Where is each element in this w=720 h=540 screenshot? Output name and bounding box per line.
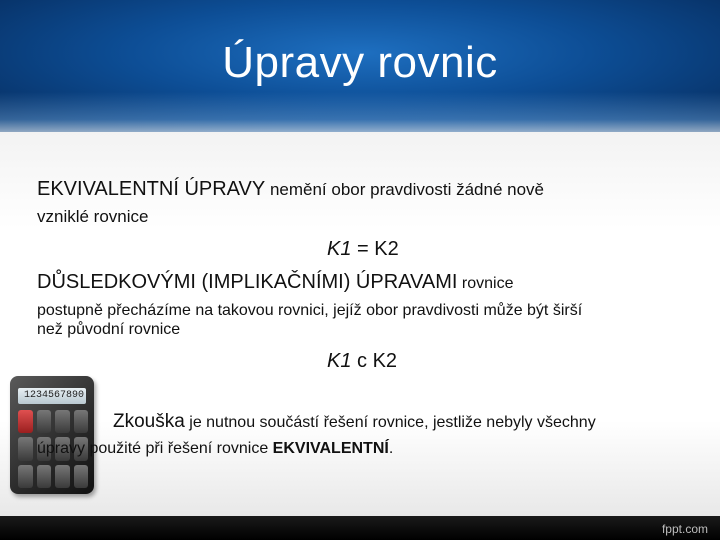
brand-label: fppt.com xyxy=(661,522,708,536)
last-bold: EKVIVALENTNÍ xyxy=(272,440,389,457)
formula-equivalence xyxy=(327,238,399,261)
calculator-key xyxy=(74,410,89,433)
line-equivalent xyxy=(37,178,544,201)
consequence-heading: DŮSLEDKOVÝMI (IMPLIKAČNÍMI) ÚPRAVAMI xyxy=(37,271,458,293)
formula2-rest: c K2 xyxy=(351,350,398,372)
line-gradual: postupně přecházíme na takovou rovnici, jejíž obor pravdivosti může být širší xyxy=(37,302,583,319)
line-consequence xyxy=(37,271,513,294)
calculator-display: 1234567890 xyxy=(18,388,86,404)
line-last xyxy=(37,440,393,458)
check-heading: Zkouška xyxy=(113,411,185,432)
formula-implication xyxy=(327,350,397,373)
line-check xyxy=(113,411,596,433)
formula1-k1: K1 xyxy=(327,238,352,260)
slide-header xyxy=(0,0,720,132)
calculator-key xyxy=(37,465,52,488)
calculator-icon xyxy=(10,376,94,494)
formula1-rest: = K2 xyxy=(351,238,399,260)
calculator-key xyxy=(18,410,33,433)
calculator-key xyxy=(18,465,33,488)
last-end: . xyxy=(388,440,394,457)
line-new-equation: vzniklé rovnice xyxy=(37,207,149,226)
formula2-k1: K1 xyxy=(327,350,352,372)
slide-title: Úpravy rovnic xyxy=(222,38,498,87)
equivalent-heading: EKVIVALENTNÍ ÚPRAVY xyxy=(37,178,266,200)
calculator-key xyxy=(74,465,89,488)
check-text: je nutnou součástí řešení rovnice, jestliže nebyly všechny xyxy=(184,414,596,431)
consequence-text: rovnice xyxy=(457,275,514,292)
calculator-key xyxy=(37,410,52,433)
line-original: než původní rovnice xyxy=(37,321,181,338)
equivalent-text: nemění obor pravdivosti žádné nově xyxy=(265,180,545,199)
calculator-key xyxy=(18,437,33,460)
last-start: úpravy použité při řešení rovnice xyxy=(37,440,273,457)
calculator-key xyxy=(55,465,70,488)
slide-footer xyxy=(0,516,720,540)
calculator-key xyxy=(55,410,70,433)
header-glow xyxy=(0,92,720,132)
